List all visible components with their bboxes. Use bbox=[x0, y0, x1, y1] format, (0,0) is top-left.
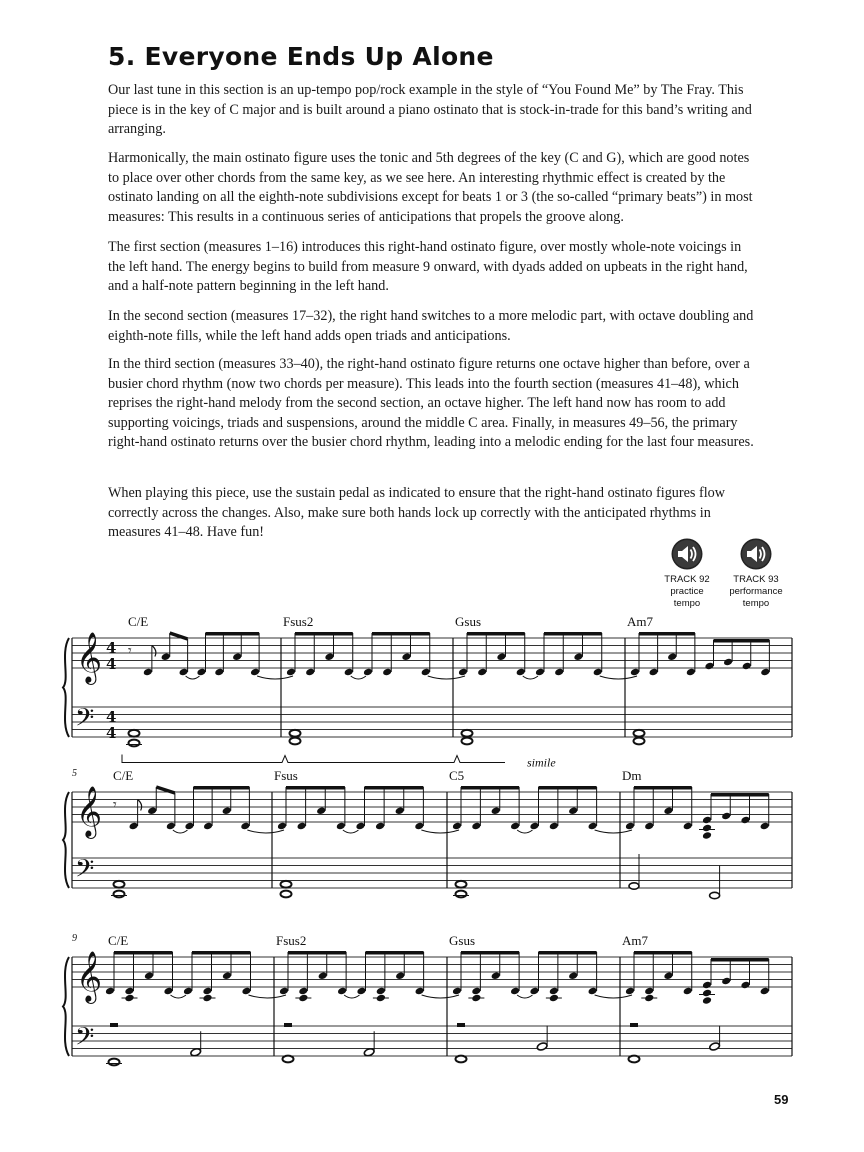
beam bbox=[366, 951, 424, 955]
beam bbox=[192, 951, 251, 955]
whole-note bbox=[290, 730, 301, 737]
chord-symbol: Gsus bbox=[449, 933, 476, 948]
beam bbox=[365, 786, 424, 790]
time-signature-numerator: 4 bbox=[106, 639, 117, 657]
track-tempo-type: practice bbox=[670, 586, 704, 597]
bass-clef-icon: 𝄢 bbox=[75, 703, 95, 739]
time-signature-numerator: 4 bbox=[106, 708, 117, 726]
first-section-paragraph: The first section (measures 1–16) introduces this right-hand ostinato figure, over mostly whole-note voicings in the left hand. The energy begins to build from measure 9 onward, with dyads added on upbeats in the right hand, and a half-note pattern beginning in the left hand. bbox=[108, 239, 748, 295]
chord-symbol: Am7 bbox=[627, 614, 653, 629]
whole-note bbox=[114, 881, 125, 888]
track-label: TRACK 92 bbox=[664, 574, 710, 585]
tie bbox=[517, 995, 532, 998]
measure-number: 5 bbox=[72, 768, 77, 779]
tie bbox=[351, 676, 366, 679]
half-rest bbox=[110, 1023, 118, 1027]
chord-symbol: Dm bbox=[622, 768, 642, 783]
whole-note bbox=[281, 891, 292, 898]
whole-note bbox=[129, 740, 140, 747]
brace bbox=[63, 957, 69, 1056]
beam bbox=[206, 632, 260, 636]
time-signature-denominator: 4 bbox=[106, 655, 117, 673]
beam bbox=[634, 786, 692, 790]
chord-symbol: Am7 bbox=[622, 933, 648, 948]
beam bbox=[467, 632, 525, 636]
intro-paragraph: Our last tune in this section is an up-tempo pop/rock example in the style of “You Found Me” by The Fray. This piece is in the key of C major and is built around a piano ostinato that is stock-in-trade for this band’s writing and arranging. bbox=[108, 82, 752, 138]
chord-symbol: Fsus2 bbox=[283, 614, 314, 629]
tie bbox=[595, 995, 632, 998]
whole-note bbox=[109, 1059, 120, 1066]
tie bbox=[186, 676, 200, 679]
measure-number: 9 bbox=[72, 933, 77, 944]
tie bbox=[517, 830, 532, 833]
whole-note bbox=[129, 730, 140, 737]
whole-note bbox=[634, 738, 645, 745]
beam bbox=[539, 951, 597, 955]
pedal-simile-marking: simile bbox=[527, 755, 556, 770]
closing-paragraph: When playing this piece, use the sustain pedal as indicated to ensure that the right-hand ostinato figures flow correctly across the changes. Also, make sure both hands lock up correctly with the anticipated rhythms in measures 41–48. Have fun! bbox=[108, 485, 725, 541]
beam bbox=[711, 958, 769, 962]
whole-note bbox=[456, 1056, 467, 1063]
beam bbox=[461, 786, 519, 790]
page-number: 59 bbox=[774, 1092, 789, 1107]
chord-symbol: C/E bbox=[108, 933, 129, 948]
whole-note bbox=[283, 1056, 294, 1063]
whole-note bbox=[114, 891, 125, 898]
tie bbox=[421, 830, 459, 833]
beam bbox=[288, 951, 346, 955]
tie bbox=[428, 676, 465, 679]
tie bbox=[422, 995, 459, 998]
note-head bbox=[702, 824, 712, 833]
tie bbox=[343, 830, 359, 833]
eighth-rest-icon: 𝄾 bbox=[113, 797, 117, 813]
half-rest bbox=[630, 1023, 638, 1027]
beam bbox=[461, 951, 519, 955]
tie bbox=[247, 830, 284, 833]
treble-clef-icon: 𝄞 bbox=[76, 786, 103, 837]
beam bbox=[714, 639, 770, 643]
note-flag bbox=[152, 646, 156, 657]
track-tempo-word: tempo bbox=[673, 598, 701, 609]
whole-note bbox=[629, 1056, 640, 1063]
whole-note bbox=[290, 738, 301, 745]
half-note bbox=[710, 892, 720, 898]
half-rest bbox=[457, 1023, 465, 1027]
half-note bbox=[536, 1042, 548, 1051]
page-title: 5. Everyone Ends Up Alone bbox=[108, 42, 494, 71]
track-label: TRACK 93 bbox=[733, 574, 779, 585]
tie bbox=[595, 830, 632, 833]
bass-clef-icon: 𝄢 bbox=[75, 1022, 95, 1058]
note-head bbox=[702, 996, 712, 1005]
third-section-paragraph: In the third section (measures 33–40), the right-hand ostinato figure returns one octave higher than before, over a busier chord rhythm (now two chords per measure). This leads into the fourth section (measures 41–48), which reprises the right-hand melody from the second section, an octave higher. The left hand now has room to add supporting voicings, triads and suspensions, around the middle C area. Finally, in measures 49–56, the primary right-hand ostinato returns over the busier chord rhythm, leading into a melodic ending for the last four measures. bbox=[108, 356, 754, 451]
whole-note bbox=[634, 730, 645, 737]
track-tempo-type: performance bbox=[729, 586, 783, 597]
beam bbox=[194, 786, 250, 790]
note-head bbox=[702, 989, 712, 998]
whole-note bbox=[462, 738, 473, 745]
tie bbox=[173, 830, 188, 833]
tie bbox=[600, 676, 637, 679]
brace bbox=[63, 792, 69, 888]
beam bbox=[539, 786, 597, 790]
beam bbox=[639, 632, 695, 636]
beam bbox=[286, 786, 345, 790]
beam bbox=[634, 951, 692, 955]
second-section-paragraph: In the second section (measures 17–32), the right hand switches to a more melodic part, with octave doubling and eighth-note fills, while the left hand adds open triads and anticipations. bbox=[108, 308, 754, 344]
time-signature-denominator: 4 bbox=[106, 724, 117, 742]
tie bbox=[523, 676, 538, 679]
tie bbox=[171, 995, 187, 998]
half-rest bbox=[284, 1023, 292, 1027]
chord-symbol: C5 bbox=[449, 768, 465, 783]
chord-symbol: C/E bbox=[113, 768, 134, 783]
harmony-paragraph: Harmonically, the main ostinato figure uses the tonic and 5th degrees of the key (C and G), which are good notes to place over other chords from the same key, as we see here. An interesting rhythmic effect is created by the ostinato landing on all the eighth-note subdivisions except for beats 1 or 3 (the so-called “primary beats”) in most measures: This results in a continuous series of anticipations that propels the groove along. bbox=[108, 150, 753, 225]
beam bbox=[295, 632, 353, 636]
whole-note bbox=[456, 881, 467, 888]
beam bbox=[544, 632, 602, 636]
whole-note bbox=[462, 730, 473, 737]
chord-symbol: C/E bbox=[128, 614, 149, 629]
track-tempo-word: tempo bbox=[742, 598, 770, 609]
brace bbox=[63, 638, 69, 737]
chord-symbol: Fsus2 bbox=[276, 933, 307, 948]
whole-note bbox=[281, 881, 292, 888]
treble-clef-icon: 𝄞 bbox=[76, 951, 103, 1002]
treble-clef-icon: 𝄞 bbox=[76, 632, 103, 683]
sustain-pedal-bracket bbox=[122, 755, 505, 763]
eighth-rest-icon: 𝄾 bbox=[128, 643, 132, 659]
tie bbox=[344, 995, 359, 998]
half-note bbox=[629, 883, 639, 889]
half-note bbox=[709, 1042, 721, 1051]
tie bbox=[249, 995, 287, 998]
note-head bbox=[702, 831, 712, 840]
chord-symbol: Gsus bbox=[455, 614, 482, 629]
chord-symbol: Fsus bbox=[274, 768, 298, 783]
beam bbox=[114, 951, 173, 955]
bass-clef-icon: 𝄢 bbox=[75, 854, 95, 890]
beam bbox=[372, 632, 430, 636]
note-flag bbox=[138, 800, 142, 811]
tie bbox=[257, 676, 293, 679]
beam bbox=[711, 793, 769, 797]
whole-note bbox=[456, 891, 467, 898]
